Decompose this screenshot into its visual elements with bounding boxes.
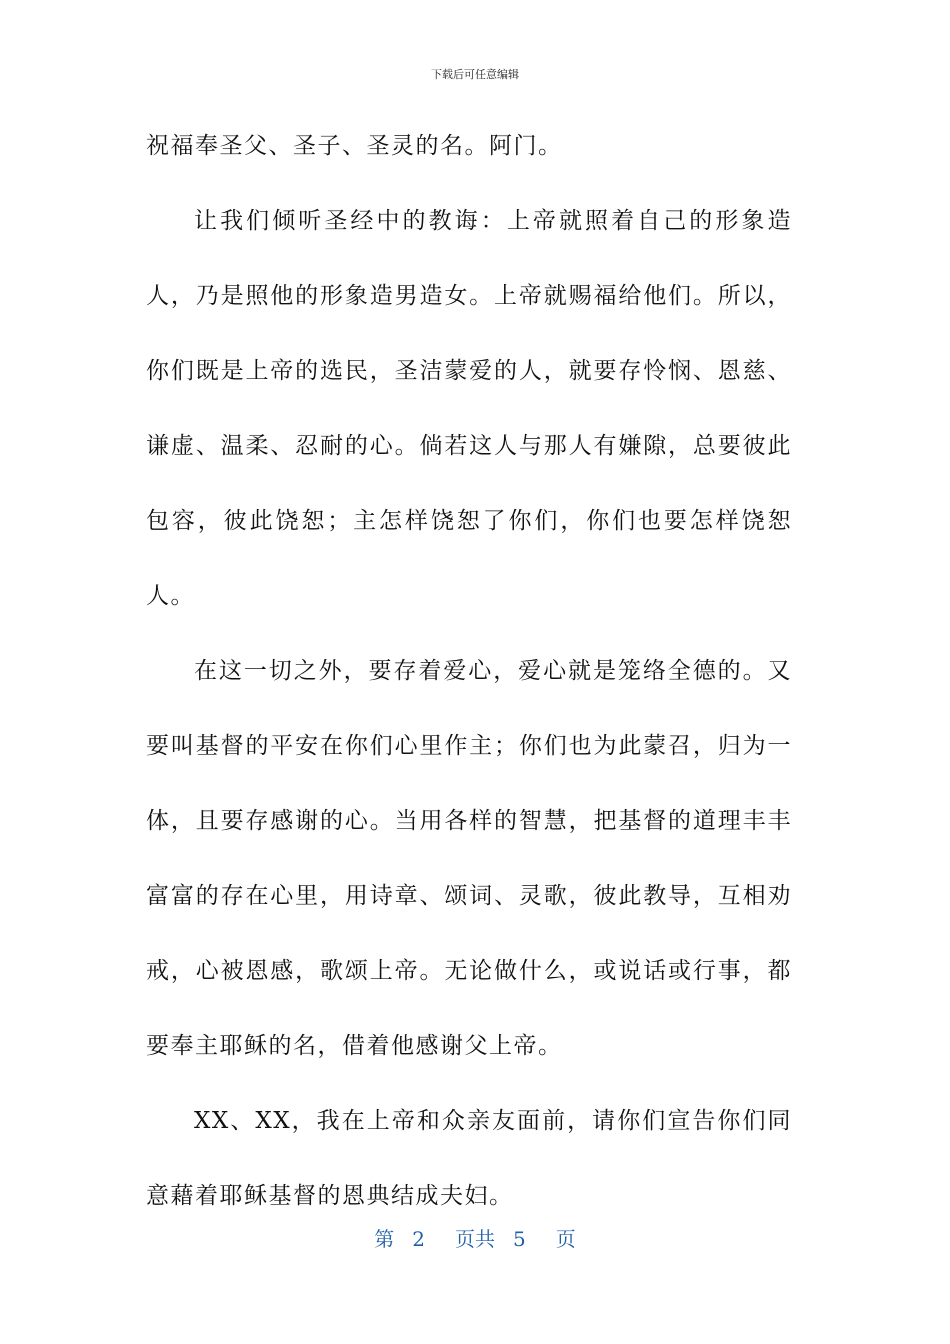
footer-middle: 页共 [455, 1227, 495, 1251]
paragraph-love-exhortation: 在这一切之外，要存着爱心，爱心就是笼络全德的。又要叫基督的平安在你们心里作主；你们也为此蒙召，归为一体，且要存感谢的心。当用各样的智慧，把基督的道理丰丰富富的存在心里，用诗章、颂词、灵歌，彼此教导，互相劝戒，心被恩感，歌颂上帝。无论做什么，或说话或行事，都要奉主耶稣的名，借着他感谢父上帝。 [146, 658, 792, 1059]
page-header-note: 下载后可任意编辑 [431, 68, 519, 81]
paragraph-vow-declaration: XX、XX，我在上帝和众亲友面前，请你们宣告你们同意藉着耶稣基督的恩典结成夫妇。 [146, 1108, 792, 1209]
paragraph-blessing: 祝福奉圣父、圣子、圣灵的名。阿门。 [146, 133, 563, 159]
footer-suffix: 页 [555, 1227, 576, 1251]
footer-current-page: 2 [412, 1227, 425, 1251]
paragraph-scripture-teaching: 让我们倾听圣经中的教诲：上帝就照着自己的形象造人，乃是照他的形象造男造女。上帝就赐福给他们。所以，你们既是上帝的选民，圣洁蒙爱的人，就要存怜悯、恩慈、谦虚、温柔、忍耐的心。倘若这人与那人有嫌隙，总要彼此包容，彼此饶恕；主怎样饶恕了你们，你们也要怎样饶恕人。 [146, 208, 792, 609]
footer-total-pages: 5 [513, 1227, 526, 1251]
footer-prefix: 第 [374, 1227, 395, 1251]
page-number-footer [0, 1226, 950, 1252]
document-body [146, 109, 792, 1234]
